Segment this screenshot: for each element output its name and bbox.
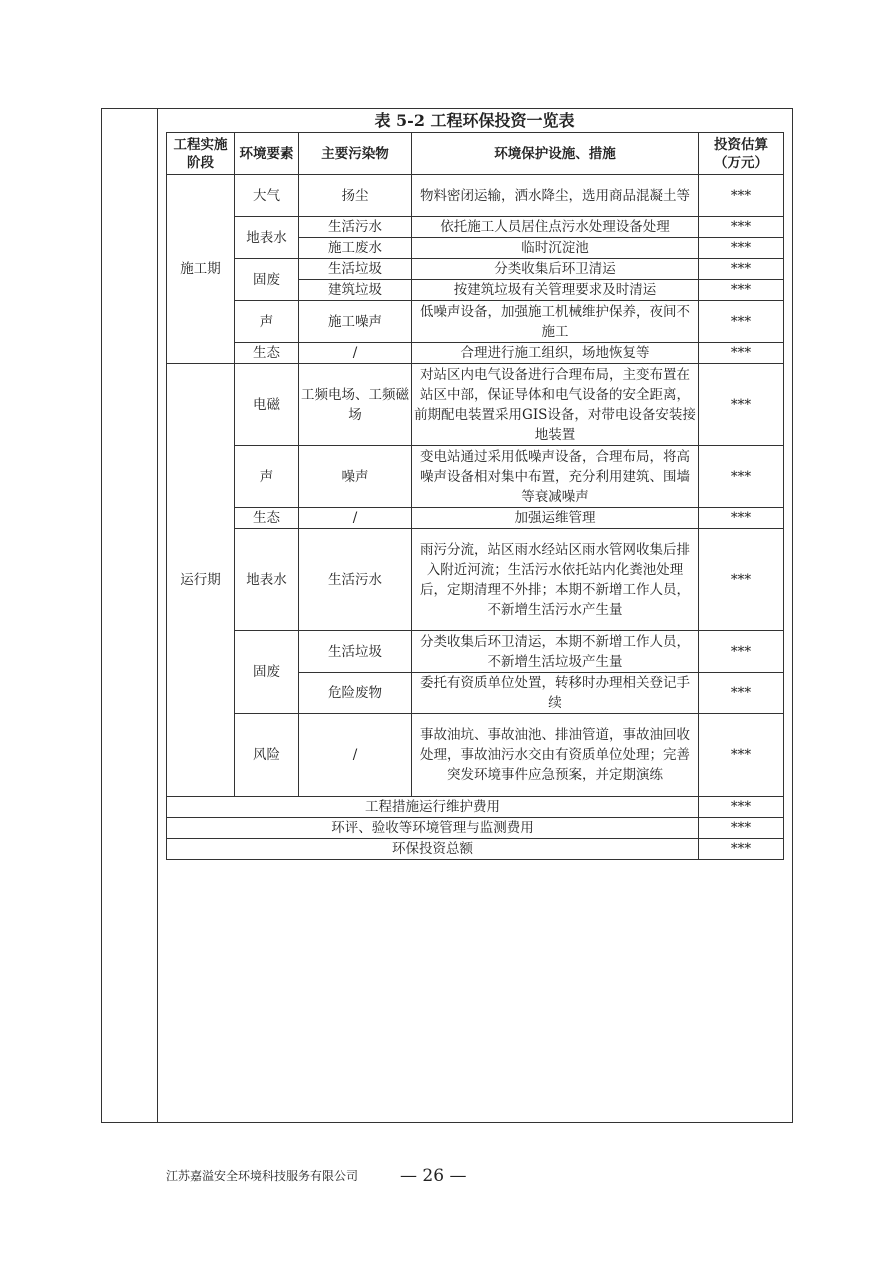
summary-label: 工程措施运行维护费用: [167, 797, 699, 818]
element-cell: 地表水: [235, 217, 299, 259]
cost-cell: ***: [699, 364, 784, 446]
summary-label: 环保投资总额: [167, 839, 699, 860]
footer-company: 江苏嘉溢安全环境科技服务有限公司: [166, 1169, 359, 1183]
table-row: [167, 175, 784, 217]
summary-row: [167, 797, 784, 818]
measure-cell: 委托有资质单位处置，转移时办理相关登记手续: [412, 673, 699, 714]
cost-cell: ***: [699, 446, 784, 508]
element-cell: 声: [235, 446, 299, 508]
measure-cell: 雨污分流，站区雨水经站区雨水管网收集后排入附近河流；生活污水依托站内化粪池处理后，定期清理不外排；本期不新增工作人员，不新增生活污水产生量: [412, 529, 699, 631]
cost-cell: ***: [699, 673, 784, 714]
summary-label: 环评、验收等环境管理与监测费用: [167, 818, 699, 839]
element-cell: 地表水: [235, 529, 299, 631]
element-cell: 风险: [235, 714, 299, 797]
cost-cell: ***: [699, 238, 784, 259]
pollutant-cell: 施工废水: [299, 238, 412, 259]
stage-cell: 运行期: [167, 364, 235, 797]
measure-cell: 物料密闭运输，洒水降尘，选用商品混凝土等: [412, 175, 699, 217]
element-cell: 生态: [235, 508, 299, 529]
measure-cell: 加强运维管理: [412, 508, 699, 529]
table-row: [167, 714, 784, 797]
cost-cell: ***: [699, 714, 784, 797]
pollutant-cell: 危险废物: [299, 673, 412, 714]
investment-table: [166, 132, 784, 860]
header-measure: 环境保护设施、措施: [412, 133, 699, 175]
table-row: [167, 343, 784, 364]
measure-cell: 分类收集后环卫清运: [412, 259, 699, 280]
page-number: — 26 —: [400, 1166, 467, 1186]
pollutant-cell: 建筑垃圾: [299, 280, 412, 301]
element-cell: 大气: [235, 175, 299, 217]
pollutant-cell: 施工噪声: [299, 301, 412, 343]
element-cell: 声: [235, 301, 299, 343]
table-row: [167, 301, 784, 343]
pollutant-cell: 生活污水: [299, 529, 412, 631]
pollutant-cell: 噪声: [299, 446, 412, 508]
table-title: 表 5-2 工程环保投资一览表: [374, 111, 575, 130]
header-row: [167, 133, 784, 175]
cost-cell: ***: [699, 301, 784, 343]
cost-cell: ***: [699, 631, 784, 673]
measure-cell: 事故油坑、事故油池、排油管道，事故油回收处理，事故油污水交由有资质单位处理；完善突发环境事件应急预案，并定期演练: [412, 714, 699, 797]
table-row: [167, 529, 784, 631]
cost-cell: ***: [699, 259, 784, 280]
measure-cell: 变电站通过采用低噪声设备，合理布局，将高噪声设备相对集中布置，充分利用建筑、围墙等衰减噪声: [412, 446, 699, 508]
frame-divider: [157, 108, 158, 1123]
cost-cell: ***: [699, 217, 784, 238]
table-row: [167, 259, 784, 280]
cost-cell: ***: [699, 839, 784, 860]
measure-cell: 按建筑垃圾有关管理要求及时清运: [412, 280, 699, 301]
header-cost: 投资估算（万元）: [699, 133, 784, 175]
pollutant-cell: /: [299, 343, 412, 364]
measure-cell: 合理进行施工组织，场地恢复等: [412, 343, 699, 364]
cost-cell: ***: [699, 343, 784, 364]
header-element: 环境要素: [235, 133, 299, 175]
pollutant-cell: /: [299, 714, 412, 797]
table-row: [167, 631, 784, 673]
pollutant-cell: 工频电场、工频磁场: [299, 364, 412, 446]
element-cell: 固废: [235, 259, 299, 301]
cost-cell: ***: [699, 818, 784, 839]
measure-cell: 对站区内电气设备进行合理布局，主变布置在站区中部，保证导体和电气设备的安全距离，前期配电装置采用GIS设备，对带电设备安装接地装置: [412, 364, 699, 446]
table-row: [167, 508, 784, 529]
header-pollutant: 主要污染物: [299, 133, 412, 175]
pollutant-cell: 生活污水: [299, 217, 412, 238]
summary-row: [167, 818, 784, 839]
element-cell: 生态: [235, 343, 299, 364]
measure-cell: 低噪声设备，加强施工机械维护保养，夜间不施工: [412, 301, 699, 343]
table-row: [167, 446, 784, 508]
element-cell: 电磁: [235, 364, 299, 446]
summary-row: [167, 839, 784, 860]
pollutant-cell: 生活垃圾: [299, 259, 412, 280]
measure-cell: 分类收集后环卫清运，本期不新增工作人员，不新增生活垃圾产生量: [412, 631, 699, 673]
table-row: [167, 217, 784, 238]
pollutant-cell: /: [299, 508, 412, 529]
pollutant-cell: 生活垃圾: [299, 631, 412, 673]
measure-cell: 临时沉淀池: [412, 238, 699, 259]
cost-cell: ***: [699, 797, 784, 818]
table-row: [167, 364, 784, 446]
cost-cell: ***: [699, 280, 784, 301]
element-cell: 固废: [235, 631, 299, 714]
pollutant-cell: 扬尘: [299, 175, 412, 217]
stage-cell: 施工期: [167, 175, 235, 364]
cost-cell: ***: [699, 508, 784, 529]
header-stage: 工程实施阶段: [167, 133, 235, 175]
cost-cell: ***: [699, 175, 784, 217]
measure-cell: 依托施工人员居住点污水处理设备处理: [412, 217, 699, 238]
cost-cell: ***: [699, 529, 784, 631]
